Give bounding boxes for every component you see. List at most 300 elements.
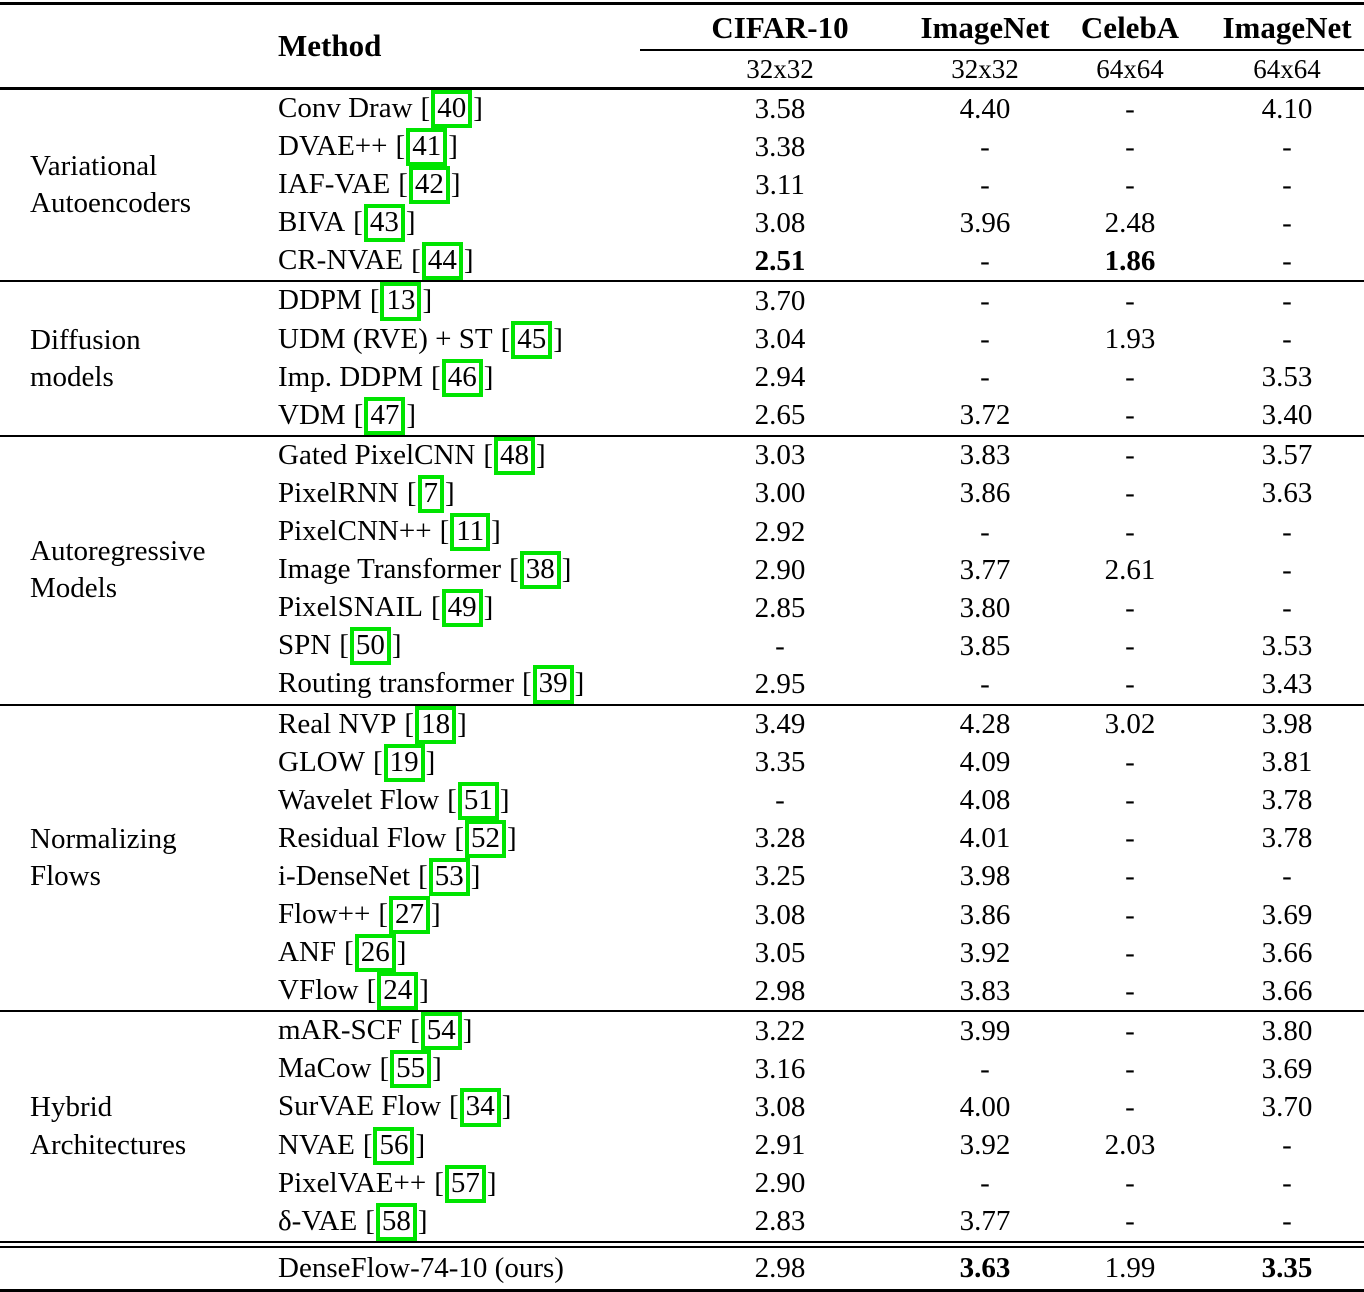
citation-open-bracket: [ (500, 322, 511, 355)
method-label: Conv Draw (278, 92, 413, 124)
value-cell: - (980, 667, 990, 700)
citation-open-bracket: [ (447, 783, 457, 816)
citation-close-bracket: ] (491, 515, 501, 548)
citation-open-bracket: [ (365, 1204, 375, 1237)
value-cell: - (1125, 130, 1135, 163)
citation-link[interactable]: 44 (422, 242, 463, 280)
citation-close-bracket: ] (419, 974, 429, 1007)
method-label: Residual Flow (278, 821, 447, 854)
value-cell: 4.40 (959, 92, 1011, 125)
value-cell: 3.04 (754, 323, 806, 356)
table-row (0, 436, 1364, 475)
method-label: SurVAE Flow (278, 1090, 442, 1123)
value-cell: - (980, 130, 990, 163)
citation-open-bracket: [ (431, 591, 441, 624)
citation-link[interactable]: 13 (380, 282, 421, 320)
value-cell: 3.57 (1210, 436, 1364, 475)
value-cell: 3.11 (755, 168, 805, 201)
value-cell: 3.66 (1261, 936, 1313, 969)
citation-close-bracket: ] (486, 1166, 497, 1199)
value-cell: 2.03 (1104, 1129, 1156, 1162)
value-cell: - (775, 784, 785, 817)
citation-link[interactable]: 56 (373, 1127, 414, 1165)
method-cell (248, 1127, 640, 1165)
citation-close-bracket: ] (417, 1204, 428, 1237)
value-cell: 3.22 (640, 1011, 920, 1050)
method-cell (248, 589, 640, 627)
value-cell: - (1282, 1167, 1292, 1200)
value-cell: - (980, 244, 990, 277)
value-cell: - (980, 515, 990, 548)
value-cell: 3.83 (959, 974, 1011, 1007)
value-cell: 3.35 (754, 746, 806, 779)
header-row-datasets (0, 4, 1364, 51)
citation-link[interactable]: 24 (377, 972, 418, 1010)
value-cell: - (1125, 1090, 1135, 1123)
citation-open-bracket: [ (398, 168, 408, 201)
citation-close-bracket: ] (450, 168, 461, 201)
value-cell: 1.86 (1104, 244, 1156, 277)
citation-link[interactable]: 48 (494, 437, 535, 475)
resolution-header-imagenet64: 64x64 (1210, 50, 1364, 89)
value-cell: - (1125, 974, 1135, 1007)
value-cell: 2.83 (754, 1205, 806, 1238)
method-cell (248, 242, 640, 281)
value-cell: 2.51 (754, 244, 806, 277)
value-cell: - (1282, 591, 1292, 624)
method-cell (248, 744, 640, 782)
value-cell: 3.86 (959, 898, 1011, 931)
value-cell: 2.90 (754, 1167, 806, 1200)
method-label: Image Transformer (278, 553, 502, 586)
value-cell: - (1125, 746, 1135, 779)
value-cell: - (1125, 936, 1135, 969)
value-cell: 3.70 (640, 281, 920, 320)
method-label: PixelVAE++ (278, 1166, 427, 1199)
value-cell: 3.66 (1261, 974, 1313, 1007)
method-cell (248, 475, 640, 513)
value-cell: - (1125, 92, 1135, 125)
value-cell: 3.08 (754, 1090, 806, 1123)
citation-open-bracket: [ (372, 745, 383, 778)
method-label: NVAE (278, 1128, 355, 1161)
group-label-empty (0, 1244, 248, 1290)
method-label: CR-NVAE (278, 244, 404, 277)
value-cell: - (1282, 323, 1292, 356)
citation-open-bracket: [ (509, 553, 519, 586)
citation-close-bracket: ] (561, 553, 572, 586)
value-cell: - (1125, 399, 1135, 432)
value-cell: - (1282, 244, 1292, 277)
value-cell: 4.00 (959, 1090, 1011, 1123)
citation-open-bracket: [ (434, 1166, 444, 1199)
method-label: δ-VAE (278, 1204, 358, 1237)
table-body (0, 89, 1364, 1291)
value-cell: 3.86 (959, 477, 1011, 510)
citation-open-bracket: [ (411, 244, 421, 277)
table-row (0, 281, 1364, 320)
method-label: PixelCNN++ (278, 515, 432, 548)
value-cell: 1.93 (1104, 323, 1156, 356)
value-cell: - (1050, 1011, 1210, 1050)
value-cell: - (1050, 281, 1210, 320)
value-cell: 3.53 (1261, 629, 1313, 662)
citation-open-bracket: [ (353, 206, 363, 239)
method-label: Wavelet Flow (278, 783, 440, 816)
value-cell: - (1125, 1052, 1135, 1085)
citation-open-bracket: [ (369, 284, 380, 317)
value-cell: 3.25 (754, 860, 806, 893)
method-cell (248, 551, 640, 589)
table-row-ours (0, 1244, 1364, 1290)
resolution-header-celeba: 64x64 (1050, 50, 1210, 89)
citation-link[interactable]: 34 (460, 1088, 501, 1126)
citation-close-bracket: ] (507, 821, 517, 854)
citation-link[interactable]: 18 (415, 706, 456, 744)
citation-close-bracket: ] (501, 1090, 512, 1123)
citation-close-bracket: ] (574, 667, 585, 700)
value-cell: 3.92 (959, 1129, 1011, 1162)
value-cell: 4.28 (920, 705, 1050, 744)
value-cell: - (1125, 1167, 1135, 1200)
citation-open-bracket: [ (418, 859, 428, 892)
value-cell: 2.91 (754, 1129, 806, 1162)
value-cell: - (1125, 168, 1135, 201)
citation-close-bracket: ] (415, 1128, 426, 1161)
value-cell: - (1125, 1205, 1135, 1238)
citation-open-bracket: [ (353, 398, 364, 431)
value-cell: - (920, 281, 1050, 320)
value-cell: 3.05 (754, 936, 806, 969)
value-cell: - (1125, 667, 1135, 700)
citation-close-bracket: ] (463, 244, 474, 277)
method-label: UDM (RVE) + ST (278, 322, 493, 355)
value-cell: 3.43 (1261, 667, 1313, 700)
resolution-header-imagenet32: 32x32 (920, 50, 1050, 89)
method-cell (248, 89, 640, 129)
citation-open-bracket: [ (521, 667, 532, 700)
value-cell: - (1282, 515, 1292, 548)
value-cell: 3.81 (1261, 746, 1313, 779)
citation-close-bracket: ] (406, 398, 417, 431)
value-cell: 3.53 (1261, 361, 1313, 394)
value-cell: 3.72 (959, 399, 1011, 432)
citation-open-bracket: [ (406, 476, 417, 509)
citation-open-bracket: [ (362, 1128, 373, 1161)
method-label: DenseFlow-74-10 (ours) (278, 1251, 564, 1284)
citation-open-bracket: [ (404, 707, 415, 740)
value-cell: - (775, 629, 785, 662)
citation-open-bracket: [ (378, 897, 389, 930)
method-cell (248, 281, 640, 320)
citation-link[interactable]: 52 (465, 820, 506, 858)
column-header-celeba: CelebA (1050, 4, 1210, 51)
value-cell: - (980, 1052, 990, 1085)
value-cell: - (1125, 361, 1135, 394)
value-cell: 2.95 (754, 667, 806, 700)
group-column-header (0, 4, 248, 89)
value-cell: 2.92 (754, 515, 806, 548)
method-label: IAF-VAE (278, 168, 391, 201)
value-cell: 3.69 (1261, 898, 1313, 931)
value-cell: - (1282, 130, 1292, 163)
value-cell: - (1282, 206, 1292, 239)
citation-open-bracket: [ (410, 1014, 420, 1047)
method-label: Gated PixelCNN (278, 438, 476, 471)
citation-link[interactable]: 47 (364, 397, 405, 435)
group-label: Variational Autoencoders (30, 150, 192, 220)
value-cell: 3.28 (754, 822, 806, 855)
method-cell (248, 705, 640, 744)
value-cell: 4.08 (959, 784, 1011, 817)
value-cell: 1.99 (1050, 1244, 1210, 1290)
column-header-imagenet32: ImageNet (920, 4, 1050, 51)
method-cell (248, 972, 640, 1011)
value-cell: - (1125, 898, 1135, 931)
citation-link[interactable]: 46 (442, 359, 483, 397)
value-cell: 3.99 (920, 1011, 1050, 1050)
value-cell: - (1125, 591, 1135, 624)
value-cell: 3.78 (1261, 822, 1313, 855)
value-cell: - (1125, 477, 1135, 510)
citation-close-bracket: ] (422, 284, 433, 317)
method-label: DVAE++ (278, 130, 388, 163)
value-cell: 3.16 (754, 1052, 806, 1085)
citation-link[interactable]: 49 (442, 589, 483, 627)
value-cell: 2.98 (754, 974, 806, 1007)
method-cell (248, 934, 640, 972)
citation-close-bracket: ] (483, 360, 494, 393)
value-cell: - (1050, 436, 1210, 475)
group-label: Autoregressive Models (0, 436, 248, 705)
method-cell (248, 513, 640, 551)
value-cell: 4.10 (1261, 92, 1313, 125)
value-cell: - (980, 1167, 990, 1200)
citation-close-bracket: ] (445, 476, 455, 509)
column-header-cifar10: CIFAR-10 (640, 4, 920, 51)
citation-close-bracket: ] (499, 783, 510, 816)
value-cell: 3.83 (920, 436, 1050, 475)
citation-link[interactable]: 45 (511, 321, 552, 359)
value-cell: 3.78 (1261, 784, 1313, 817)
value-cell: 3.03 (640, 436, 920, 475)
citation-close-bracket: ] (405, 206, 416, 239)
value-cell: 3.96 (959, 206, 1011, 239)
citation-link[interactable]: 40 (431, 90, 472, 128)
value-cell: - (1282, 1129, 1292, 1162)
value-cell: 4.01 (959, 822, 1011, 855)
citation-link[interactable]: 26 (355, 934, 396, 972)
value-cell: 3.85 (959, 629, 1011, 662)
citation-close-bracket: ] (536, 438, 546, 471)
method-cell (248, 204, 640, 242)
value-cell: - (1125, 629, 1135, 662)
method-cell (248, 321, 640, 359)
value-cell: - (1125, 822, 1135, 855)
method-cell (248, 1244, 640, 1290)
citation-open-bracket: [ (449, 1090, 459, 1123)
value-cell: 3.58 (754, 92, 806, 125)
value-cell: 4.09 (959, 746, 1011, 779)
value-cell: 3.63 (1261, 477, 1313, 510)
citation-link[interactable]: 58 (376, 1203, 417, 1241)
method-label: mAR-SCF (278, 1014, 403, 1047)
method-column-header: Method (248, 4, 640, 89)
method-cell (248, 665, 640, 704)
citation-link[interactable]: 53 (429, 858, 470, 896)
value-cell: 3.98 (1210, 705, 1364, 744)
method-label: Imp. DDPM (278, 360, 424, 393)
citation-close-bracket: ] (432, 1052, 442, 1085)
value-cell: - (1282, 860, 1292, 893)
citation-open-bracket: [ (483, 438, 494, 471)
table-row (0, 705, 1364, 744)
resolution-header-cifar10: 32x32 (640, 50, 920, 89)
method-cell (248, 858, 640, 896)
citation-close-bracket: ] (462, 1014, 473, 1047)
value-cell: - (980, 168, 990, 201)
citation-close-bracket: ] (431, 897, 441, 930)
citation-link[interactable]: 51 (458, 782, 499, 820)
citation-link[interactable]: 39 (533, 665, 574, 703)
citation-open-bracket: [ (344, 936, 354, 969)
value-cell: - (980, 361, 990, 394)
value-cell: 3.63 (920, 1244, 1050, 1290)
method-label: DDPM (278, 284, 362, 317)
citation-link[interactable]: 55 (390, 1050, 431, 1088)
value-cell: - (980, 323, 990, 356)
citation-close-bracket: ] (448, 130, 458, 163)
group-label: Diffusion models (0, 281, 248, 435)
citation-open-bracket: [ (379, 1052, 390, 1085)
citation-link[interactable]: 41 (406, 128, 447, 166)
value-cell: 3.69 (1261, 1052, 1313, 1085)
citation-open-bracket: [ (366, 974, 377, 1007)
citation-close-bracket: ] (483, 591, 494, 624)
table-row (0, 1011, 1364, 1050)
citation-link[interactable]: 11 (450, 513, 490, 551)
citation-close-bracket: ] (470, 859, 481, 892)
value-cell: 2.94 (754, 361, 806, 394)
value-cell: 2.85 (754, 591, 806, 624)
method-cell (248, 782, 640, 820)
citation-open-bracket: [ (431, 360, 441, 393)
value-cell: - (1282, 168, 1292, 201)
method-label: i-DenseNet (278, 859, 411, 892)
results-table (0, 2, 1364, 1292)
citation-open-bracket: [ (439, 515, 450, 548)
citation-link[interactable]: 57 (445, 1165, 486, 1203)
citation-link[interactable]: 42 (409, 166, 450, 204)
citation-link[interactable]: 27 (389, 896, 430, 934)
value-cell: 2.65 (754, 399, 806, 432)
value-cell: 3.80 (1210, 1011, 1364, 1050)
value-cell: - (1125, 784, 1135, 817)
value-cell: 3.49 (640, 705, 920, 744)
citation-close-bracket: ] (553, 322, 563, 355)
citation-open-bracket: [ (420, 92, 431, 124)
method-cell (248, 627, 640, 665)
method-label: ANF (278, 936, 337, 969)
method-label: GLOW (278, 745, 365, 778)
citation-link[interactable]: 7 (418, 475, 445, 513)
method-cell (248, 397, 640, 436)
method-cell (248, 1011, 640, 1050)
method-cell (248, 359, 640, 397)
method-label: PixelSNAIL (278, 591, 423, 624)
value-cell: - (1282, 1205, 1292, 1238)
method-label: MaCow (278, 1052, 372, 1085)
table-header (0, 4, 1364, 89)
method-label: SPN (278, 629, 332, 662)
citation-link[interactable]: 50 (350, 627, 391, 665)
value-cell: 2.90 (754, 553, 806, 586)
value-cell: 2.61 (1104, 553, 1156, 586)
citation-link[interactable]: 19 (384, 744, 425, 782)
value-cell: 3.35 (1210, 1244, 1364, 1290)
citation-open-bracket: [ (395, 130, 406, 163)
group-label: Hybrid Architectures (0, 1011, 248, 1244)
value-cell: 3.38 (754, 130, 806, 163)
value-cell: 3.08 (754, 898, 806, 931)
citation-link[interactable]: 38 (520, 551, 561, 589)
citation-close-bracket: ] (396, 936, 407, 969)
citation-open-bracket: [ (339, 629, 349, 662)
method-cell (248, 1088, 640, 1126)
value-cell: 3.77 (959, 1205, 1011, 1238)
method-label: VDM (278, 398, 346, 431)
value-cell: 3.98 (959, 860, 1011, 893)
column-header-imagenet64: ImageNet (1210, 4, 1364, 51)
value-cell: 3.70 (1261, 1090, 1313, 1123)
citation-open-bracket: [ (454, 821, 465, 854)
method-cell (248, 166, 640, 204)
value-cell: 3.92 (959, 936, 1011, 969)
method-cell (248, 896, 640, 934)
method-label: Flow++ (278, 897, 371, 930)
method-label: BIVA (278, 206, 346, 239)
value-cell: 3.77 (959, 553, 1011, 586)
method-cell (248, 1165, 640, 1203)
method-cell (248, 820, 640, 858)
citation-close-bracket: ] (473, 92, 483, 124)
value-cell: - (1125, 515, 1135, 548)
method-cell (248, 128, 640, 166)
method-cell (248, 1203, 640, 1245)
value-cell: - (1282, 553, 1292, 586)
citation-link[interactable]: 54 (421, 1012, 462, 1050)
value-cell: 3.08 (754, 206, 806, 239)
table-row (0, 89, 1364, 129)
value-cell: 3.40 (1261, 399, 1313, 432)
value-cell: 3.80 (959, 591, 1011, 624)
value-cell: 2.48 (1104, 206, 1156, 239)
value-cell: 3.00 (754, 477, 806, 510)
value-cell: - (1210, 281, 1364, 320)
method-label: VFlow (278, 974, 359, 1007)
group-label: Normalizing Flows (0, 705, 248, 1012)
value-cell: - (1125, 860, 1135, 893)
method-label: PixelRNN (278, 476, 399, 509)
value-cell: 2.98 (640, 1244, 920, 1290)
value-cell: 3.02 (1050, 705, 1210, 744)
citation-close-bracket: ] (391, 629, 402, 662)
method-label: Real NVP (278, 707, 397, 740)
method-label: Routing transformer (278, 667, 514, 700)
method-cell (248, 1050, 640, 1088)
citation-link[interactable]: 43 (364, 204, 405, 242)
citation-close-bracket: ] (425, 745, 436, 778)
